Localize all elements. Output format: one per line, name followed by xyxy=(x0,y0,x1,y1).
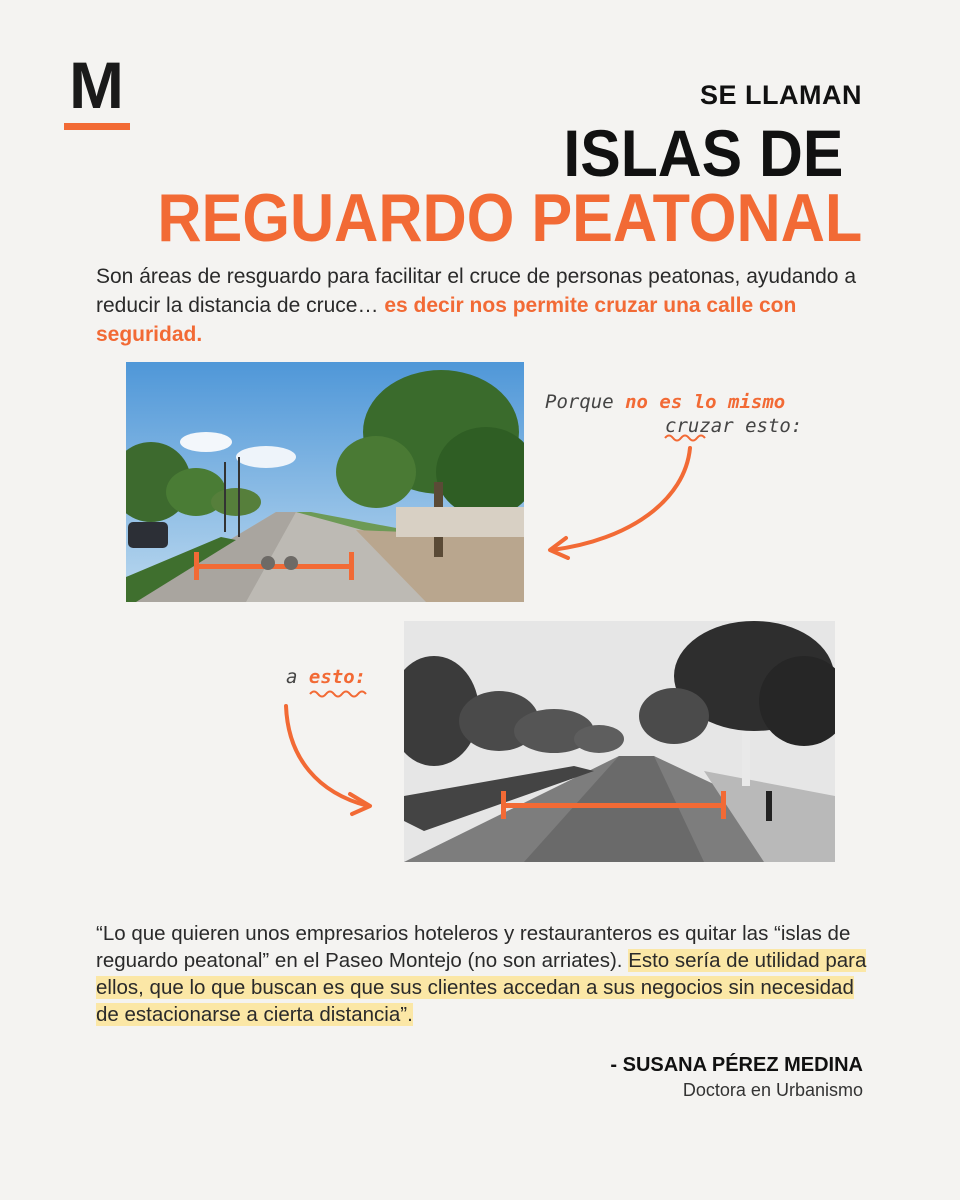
title-line-1: ISLAS DE xyxy=(562,116,843,190)
brand-logo xyxy=(62,48,130,132)
note1-rest: esto: xyxy=(733,415,803,437)
street-photo-narrow xyxy=(404,621,835,862)
quote-author-role: Doctora en Urbanismo xyxy=(682,1080,863,1100)
note1-highlight: no es lo mismo xyxy=(625,391,786,413)
kicker-heading: SE LLAMAN xyxy=(700,80,862,110)
logo-underline xyxy=(64,123,130,130)
arrow-icon xyxy=(540,430,710,560)
street-photo-wide xyxy=(126,362,524,602)
quote-highlight: Esto sería de utilidad para ellos, que lo que buscan es que sus clientes accedan a sus negocios sin necesidad de estacionarse a cierta distancia”. xyxy=(96,949,867,1026)
arrow-icon xyxy=(278,688,388,818)
title-line-2: REGUARDO PEATONAL xyxy=(157,180,862,256)
note1-before: Porque xyxy=(545,391,626,413)
note-comparison-2 xyxy=(286,666,366,688)
note2-highlight: esto: xyxy=(308,666,367,688)
quote-paragraph xyxy=(96,920,876,1028)
note2-before: a xyxy=(286,666,309,688)
logo-letter: M xyxy=(69,48,123,122)
note1-word: cruzar xyxy=(665,415,734,437)
intro-text: Son áreas de resguardo para facilitar el cruce de personas peatonas, ayudando a reducir la distancia de cruce… xyxy=(96,265,856,317)
quote-author: - SUSANA PÉREZ MEDINA xyxy=(610,1054,863,1076)
quote-text: “Lo que quieren unos empresarios hoteleros y restauranteros es quitar las “islas de reguardo peatonal” en el Paseo Montejo (no son arriates). xyxy=(96,922,851,972)
intro-paragraph xyxy=(96,262,876,349)
intro-highlight: es decir nos permite cruzar una calle con seguridad. xyxy=(96,294,797,346)
